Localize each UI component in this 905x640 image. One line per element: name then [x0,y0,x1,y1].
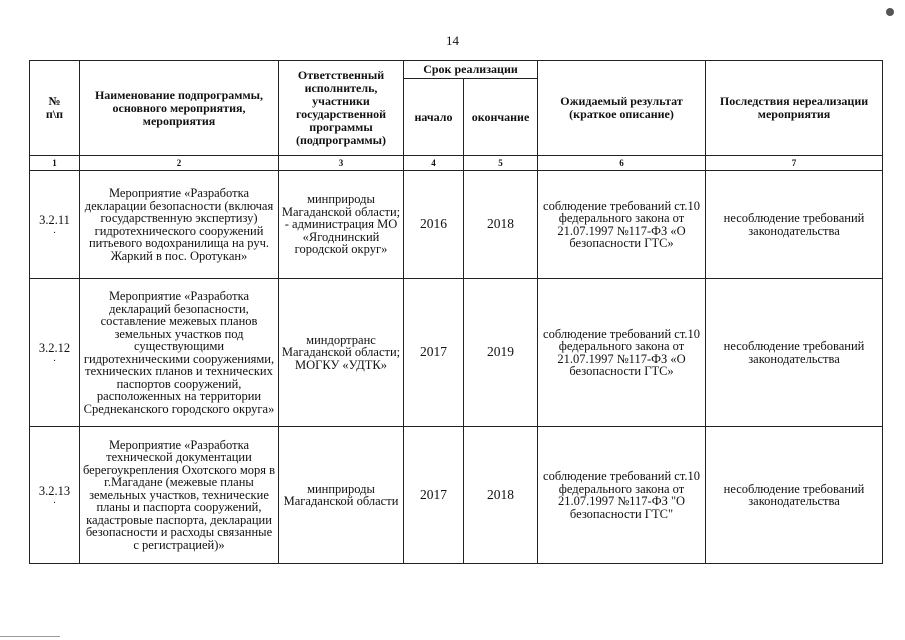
column-number: 5 [464,156,538,171]
row-result: соблюдение требований ст.10 федерального закона от 21.07.1997 №117-ФЗ «О безопасности ГТС» [538,279,706,427]
row-name: Мероприятие «Разработка деклараций безопасности, составление межевых планов земельных участков под существующими гидротехническими сооружениями, технических планов и технических паспортов сооружений, расположенных на территории Среднеканского городского округа» [80,279,279,427]
row-end: 2019 [464,279,538,427]
row-responsible: миндортранс Магаданской области; МОГКУ «УДТК» [279,279,404,427]
column-number: 2 [80,156,279,171]
row-responsible: минприроды Магаданской области; - администрация МО «Ягоднинский городской округ» [279,171,404,279]
row-end: 2018 [464,427,538,564]
header-period: Срок реализации [404,61,538,79]
row-start: 2017 [404,279,464,427]
header-num: № п\п [30,61,80,156]
row-number-text: 3.2.12 [38,341,71,356]
page-number: 14 [446,33,459,48]
header-end: окончание [464,79,538,156]
row-name: Мероприятие «Разработка технической документации берегоукрепления Охотского моря в г.Магадане (межевые планы земельных участков, технические планы и паспорта сооружений, кадастровые паспорта, декларации безопасности и расходы связанные с регистрацией)» [80,427,279,564]
column-number-row [30,156,883,171]
row-number-text: 3.2.11 [39,213,70,228]
column-number: 7 [706,156,883,171]
column-number: 4 [404,156,464,171]
column-number: 6 [538,156,706,171]
header-name: Наименование подпрограммы, основного мероприятия, мероприятия [80,61,279,156]
row-number-dot: . [53,224,56,236]
table-row [30,279,883,427]
row-name: Мероприятие «Разработка декларации безопасности (включая государственную экспертизу) гидротехнического сооружений питьевого водохранилища на руч. Жаркий в пос. Оротукан» [80,171,279,279]
row-start: 2016 [404,171,464,279]
row-number-dot: . [53,495,56,507]
row-consequences: несоблюдение требований законодательства [706,279,883,427]
column-number: 3 [279,156,404,171]
header-start: начало [404,79,464,156]
row-number-dot: . [53,352,56,364]
header-consequences: Последствия нереализации мероприятия [706,61,883,156]
header-responsible: Ответственный исполнитель, участники государственной программы (подпрограммы) [279,61,404,156]
header-result: Ожидаемый результат (краткое описание) [538,61,706,156]
table-row [30,427,883,564]
corner-mark [886,8,894,16]
scan-edge-mark [0,636,60,637]
column-number: 1 [30,156,80,171]
row-result: соблюдение требований ст.10 федерального закона от 21.07.1997 №117-ФЗ «О безопасности ГТС» [538,171,706,279]
row-end: 2018 [464,171,538,279]
row-number-text: 3.2.13 [38,483,71,498]
row-consequences: несоблюдение требований законодательства [706,427,883,564]
row-responsible: минприроды Магаданской области [279,427,404,564]
header-row [30,61,883,79]
row-number [30,279,80,427]
row-consequences: несоблюдение требований законодательства [706,171,883,279]
row-result: соблюдение требований ст.10 федерального закона от 21.07.1997 №117-ФЗ "О безопасности ГТС" [538,427,706,564]
program-table [29,60,883,564]
table-row [30,171,883,279]
row-number [30,171,80,279]
row-number [30,427,80,564]
row-start: 2017 [404,427,464,564]
